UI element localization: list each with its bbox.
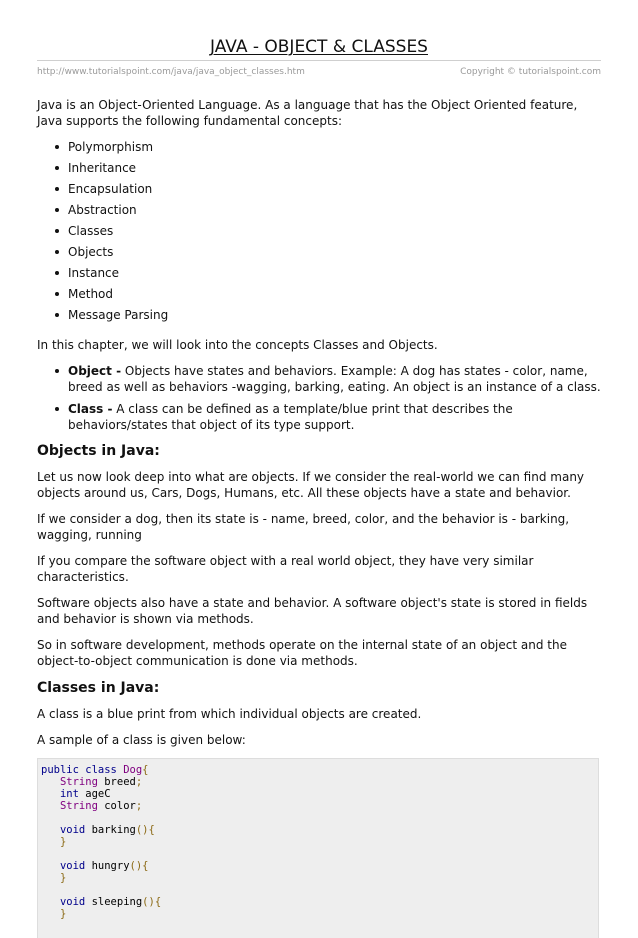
concepts-list [37,139,601,328]
list-item: Encapsulation [68,181,601,202]
code-line: } [59,908,67,920]
source-url: http://www.tutorialspoint.com/java/java_object_classes.htm [37,67,305,77]
objects-heading: Objects in Java: [37,443,160,459]
code-line: String breed; [59,776,143,788]
article-body [37,97,601,938]
definition-term: Class - [68,402,113,416]
list-item: Message Parsing [68,307,601,328]
code-line: void sleeping(){ [59,896,162,908]
page-title: JAVA - OBJECT & CLASSES [210,37,428,57]
code-line: } [59,836,67,848]
copyright-notice: Copyright © tutorialspoint.com [460,67,601,77]
definition-item-object [68,363,601,395]
definition-item-class [68,401,601,433]
code-line: void hungry(){ [59,860,149,872]
list-item: Abstraction [68,202,601,223]
code-line: public class Dog{ [41,764,149,776]
definitions-list [37,363,601,433]
header-divider [37,60,601,61]
code-line: void barking(){ [59,824,155,836]
objects-paragraph: Software objects also have a state and behavior. A software object's state is stored in fields and behavior is shown via methods. [37,596,588,626]
list-item: Instance [68,265,601,286]
objects-paragraph: If we consider a dog, then its state is - name, breed, color, and the behavior is - barking, wagging, running [37,512,570,542]
code-block [37,758,599,938]
code-line: int ageC [59,788,111,800]
definition-term: Object - [68,364,122,378]
classes-heading: Classes in Java: [37,680,160,696]
chapter-paragraph: In this chapter, we will look into the concepts Classes and Objects. [37,338,438,352]
objects-paragraph: So in software development, methods operate on the internal state of an object and the object-to-object communication is done via methods. [37,638,567,668]
list-item: Objects [68,244,601,265]
list-item: Polymorphism [68,139,601,160]
definition-text: A class can be defined as a template/blue print that describes the behaviors/states that object of its type support. [68,402,513,432]
code-line: String color; [59,800,143,812]
classes-paragraph: A sample of a class is given below: [37,733,246,747]
intro-paragraph: Java is an Object-Oriented Language. As a language that has the Object Oriented feature, Java supports the following fundamental concepts: [37,98,578,128]
list-item: Method [68,286,601,307]
code-line: } [59,872,67,884]
objects-paragraph: Let us now look deep into what are objects. If we consider the real-world we can find many objects around us, Cars, Dogs, Humans, etc. All these objects have a state and behavior. [37,470,585,500]
objects-paragraph: If you compare the software object with a real world object, they have very similar characteristics. [37,554,534,584]
list-item: Classes [68,223,601,244]
classes-paragraph: A class is a blue print from which individual objects are created. [37,707,422,721]
definition-text: Objects have states and behaviors. Example: A dog has states - color, name, breed as well as behaviors -wagging, barking, eating. An object is an instance of a class. [68,364,601,394]
list-item: Inheritance [68,160,601,181]
